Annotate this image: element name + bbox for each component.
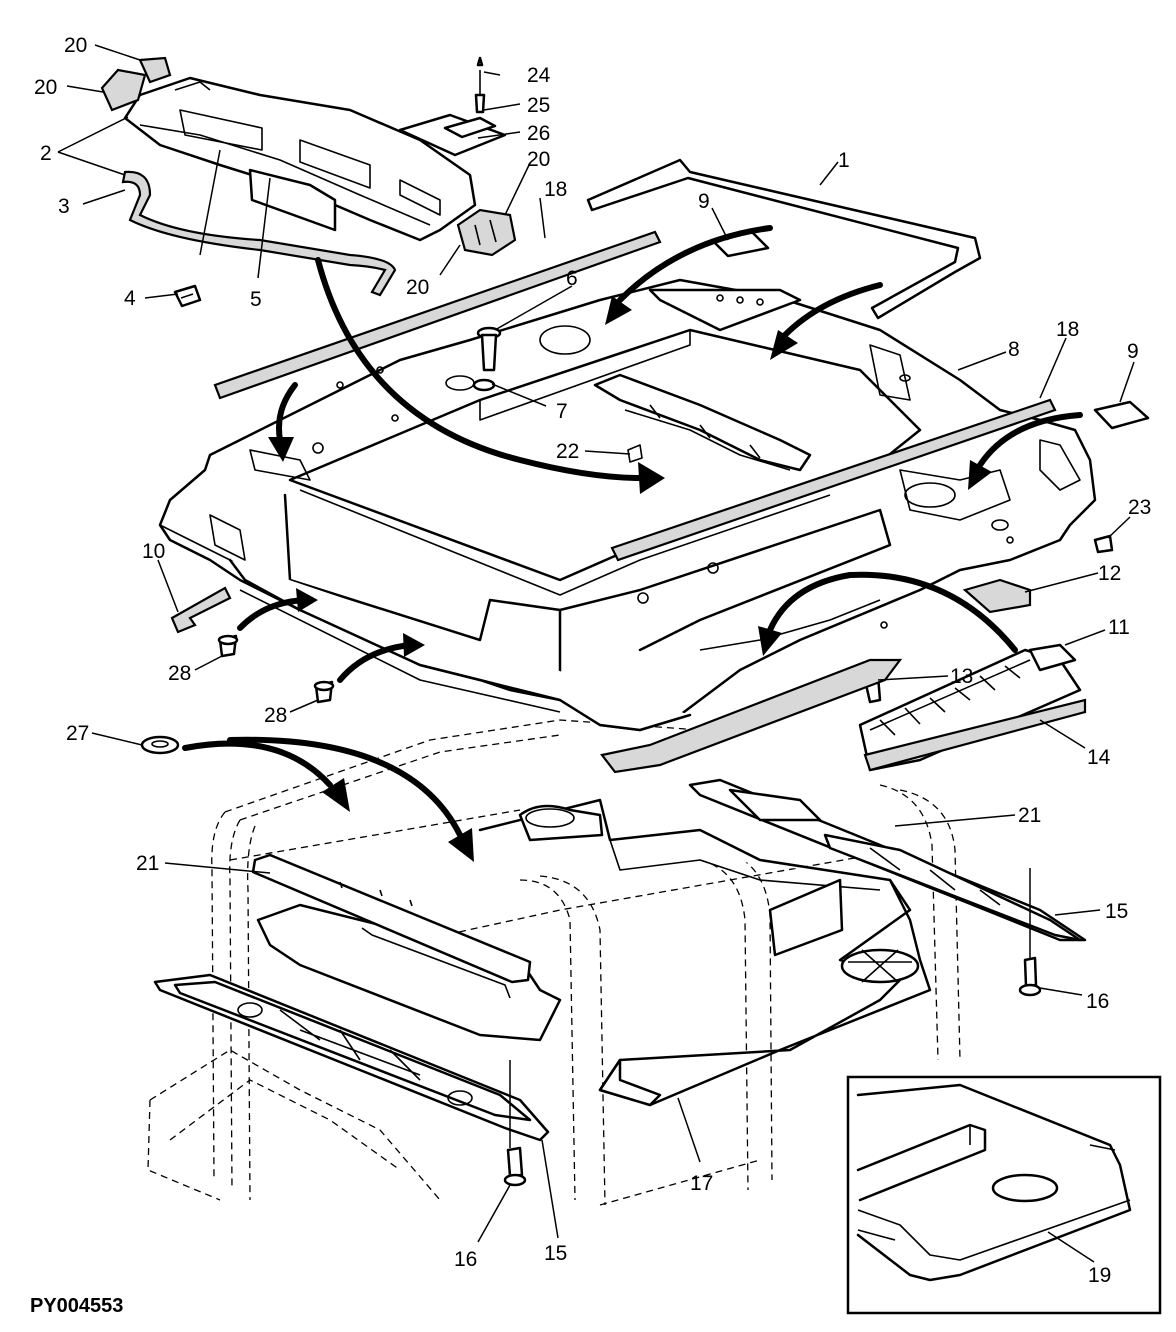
callout-27: 27 bbox=[66, 722, 90, 745]
callout-9-top: 9 bbox=[698, 190, 710, 213]
callout-20-right: 20 bbox=[527, 148, 551, 171]
callout-11: 11 bbox=[1108, 616, 1130, 639]
callout-20-left: 20 bbox=[34, 76, 58, 99]
callout-7: 7 bbox=[556, 400, 568, 423]
callout-22: 22 bbox=[556, 440, 580, 463]
callout-16-bottom: 16 bbox=[454, 1248, 478, 1271]
callout-26: 26 bbox=[527, 122, 551, 145]
callout-1: 1 bbox=[838, 149, 850, 172]
callout-18-right: 18 bbox=[1056, 318, 1080, 341]
callout-25: 25 bbox=[527, 94, 551, 117]
callout-10: 10 bbox=[142, 540, 166, 563]
callout-3: 3 bbox=[58, 195, 70, 218]
callout-15-right: 15 bbox=[1105, 900, 1129, 923]
cab-frame bbox=[148, 720, 960, 1205]
callout-24: 24 bbox=[527, 64, 551, 87]
callout-14: 14 bbox=[1087, 746, 1111, 769]
callout-9-right: 9 bbox=[1127, 340, 1139, 363]
callout-21-left: 21 bbox=[136, 852, 160, 875]
callout-12: 12 bbox=[1098, 562, 1122, 585]
callout-20-bottom: 20 bbox=[406, 276, 430, 299]
callout-28-left: 28 bbox=[168, 662, 192, 685]
callout-4: 4 bbox=[124, 287, 136, 310]
callout-23: 23 bbox=[1128, 496, 1152, 519]
callout-17: 17 bbox=[690, 1172, 714, 1195]
callout-18-top: 18 bbox=[544, 178, 568, 201]
callout-21-right: 21 bbox=[1018, 804, 1042, 827]
figure-id: PY004553 bbox=[30, 1295, 124, 1317]
callout-8: 8 bbox=[1008, 338, 1020, 361]
callout-19: 19 bbox=[1088, 1264, 1112, 1287]
roof-tray bbox=[160, 280, 1095, 730]
callout-16-right: 16 bbox=[1086, 990, 1110, 1013]
callout-28-right: 28 bbox=[264, 704, 288, 727]
air-duct-assembly bbox=[125, 78, 475, 240]
callout-5: 5 bbox=[250, 288, 262, 311]
inset-detail bbox=[848, 1077, 1160, 1313]
callout-20-top: 20 bbox=[64, 34, 88, 57]
callout-6: 6 bbox=[566, 267, 578, 290]
callout-2: 2 bbox=[40, 142, 52, 165]
callout-15-bottom: 15 bbox=[544, 1242, 568, 1265]
callout-13: 13 bbox=[950, 665, 974, 688]
